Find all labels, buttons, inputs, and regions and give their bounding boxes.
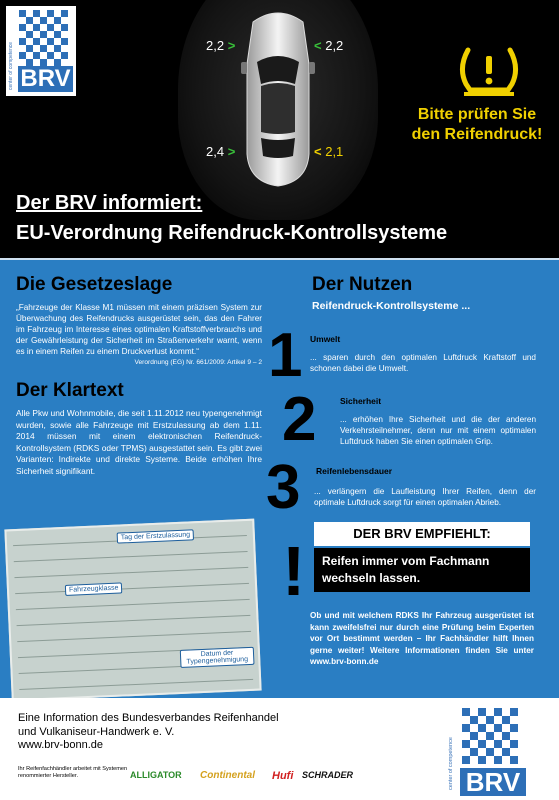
- car-topview-icon: [235, 4, 321, 189]
- benefit-number-1: 1: [268, 321, 303, 390]
- nutzen-title: Der Nutzen: [312, 274, 413, 295]
- callout-fahrzeugklasse: Fahrzeugklasse: [65, 582, 123, 595]
- brv-logo-footer: [448, 706, 528, 796]
- exclamation-icon: !: [282, 532, 306, 610]
- arrow-left-icon: <: [314, 38, 322, 53]
- benefit-number-3: 3: [266, 453, 301, 522]
- logo-tagline: center of competence: [8, 41, 14, 90]
- right-column: [280, 274, 546, 312]
- callout-typengenehmigung: Datum der Typengenehmigung: [180, 647, 255, 668]
- brand-alligator-logo: ALLIGATOR: [130, 770, 182, 780]
- arrow-right-icon: >: [227, 38, 236, 53]
- pressure-rear-left: 2,4 >: [206, 144, 236, 159]
- arrow-right-icon: >: [227, 144, 236, 159]
- brand-hufi-logo: Hufi: [272, 770, 294, 782]
- empfehlung-text: Reifen immer vom Fachmann wechseln lassen.: [314, 548, 530, 592]
- logo-tagline-footer: center of competence: [448, 737, 454, 790]
- brand-schrader-logo: SCHRADER: [302, 770, 354, 780]
- gesetzeslage-source: Verordnung (EG) Nr. 661/2009: Artikel 9 – 2: [134, 359, 262, 366]
- pressure-front-right: < 2,2: [314, 38, 344, 53]
- benefit-number-2: 2: [282, 385, 317, 454]
- checker-pattern-icon: [19, 10, 72, 66]
- benefit-text-1: ... sparen durch den optimalen Luftdruck Kraftstoff und schonen dabei die Umwelt.: [310, 353, 536, 373]
- nutzen-subtitle: Reifendruck-Kontrollsysteme ...: [312, 300, 471, 312]
- pressure-front-left: 2,2 >: [206, 38, 236, 53]
- header-banner: [0, 0, 559, 258]
- gesetzeslage-quote: „Fahrzeuge der Klasse M1 müssen mit einem präzisen System zur Überwachung des Reifendrucks ausgerüstet sein, das den Fahrer im Fahrzeug im Interesse eines optimalen Kraftstoffverbrauchs und der Gewährleistung der Sicherheit im Straßenverkehr warnt, wenn es in einem Reifen zu einem Druckverlust kommt.“: [16, 303, 262, 356]
- klartext-title: Der Klartext: [16, 380, 124, 401]
- benefit-title-3: Reifenlebensdauer: [316, 466, 393, 476]
- callout-erstzulassung: Tag der Erstzulassung: [117, 529, 195, 543]
- benefit-text-2: ... erhöhen Ihre Sicherheit und die der anderen Verkehrsteilnehmer, denn nur mit einem optimalen Luftdruck haben Sie einen optimalen Grip.: [340, 415, 536, 446]
- left-column: [16, 274, 262, 478]
- brand-continental-logo: Continental: [200, 770, 255, 781]
- footer-url[interactable]: www.brv-bonn.de: [18, 739, 103, 751]
- arrow-left-icon: <: [314, 144, 322, 159]
- benefit-title-1: Umwelt: [310, 334, 341, 344]
- headline-intro: Der BRV informiert:: [16, 192, 203, 214]
- klartext-text: Alle Pkw und Wohnmobile, die seit 1.11.2012 neu typengenehmigt wurden, sowie alle Fahrzeuge mit Erstzulassung ab dem 1.11. 2014 müssen mit einem elektronischen Reifendruck-Kontrollsystem (RDKS oder TPMS) ausgestattet sein. Es gibt zwei Varianten: Indirekte und direkte Systeme. Beide erhöhen Ihre Sicherheit signifikant.: [16, 408, 262, 476]
- benefit-text-3: ... verlängern die Laufleistung Ihrer Reifen, denn der optimale Luftdruck sorgt für einen optimalen Abrieb.: [314, 487, 536, 507]
- tire-pressure-warning-icon: [456, 44, 522, 96]
- logo-brand-text: BRV: [18, 66, 73, 92]
- registration-document-image: [4, 519, 261, 702]
- gesetzeslage-title: Die Gesetzeslage: [16, 274, 173, 295]
- footer-info: Eine Information des Bundesverbandes Reifenhandel und Vulkaniseur-Handwerk e. V. www.brv-bonn.de: [18, 712, 279, 751]
- sponsor-note: Ihr Reifenfachhändler arbeitet mit Systemen renommierter Hersteller.: [18, 766, 128, 779]
- empfehlung-title: DER BRV EMPFIEHLT:: [314, 522, 530, 546]
- rdks-info: Ob und mit welchem RDKS Ihr Fahrzeug ausgerüstet ist kann zweifelsfrei nur durch eine Prüfung beim Experten vor Ort bestimmt werden – Ihr Fachhändler hilft Ihnen gerne weiter! Weitere Informationen finden Sie unter www.brv-bonn.de: [310, 611, 534, 667]
- warning-message: Bitte prüfen Sie den Reifendruck!: [411, 106, 543, 143]
- logo-brand-text-footer: BRV: [460, 768, 526, 796]
- headline-main: EU-Verordnung Reifendruck-Kontrollsysteme: [16, 222, 448, 244]
- brv-logo: [6, 6, 76, 96]
- checker-pattern-icon: [462, 708, 524, 768]
- benefit-title-2: Sicherheit: [340, 396, 382, 406]
- pressure-rear-right: < 2,1: [314, 144, 344, 159]
